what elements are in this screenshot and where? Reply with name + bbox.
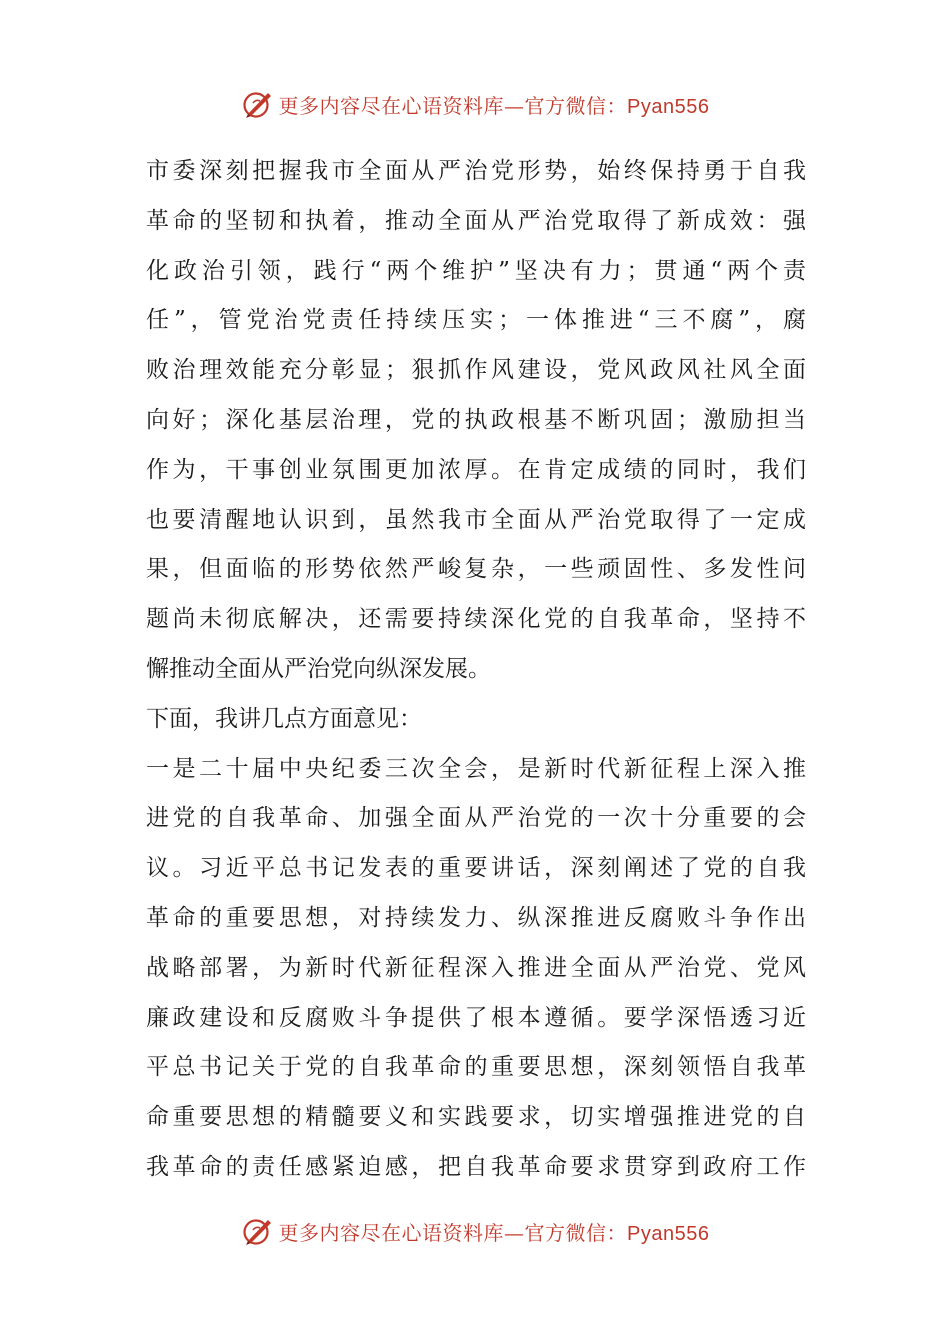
text-line: 化政治引领，践行“两个维护”坚决有力；贯通“两个责	[146, 257, 806, 284]
header-banner	[0, 84, 950, 124]
footer-banner	[0, 1211, 950, 1251]
text-line: 败治理效能充分彰显；狠抓作风建设，党风政风社风全面	[146, 357, 806, 384]
text-line: 任”，管党治党责任持续压实；一体推进“三不腐”，腐	[146, 307, 806, 334]
document-body	[146, 147, 806, 1193]
text-line: 革命的重要思想，对持续发力、纵深推进反腐败斗争作出	[146, 904, 806, 931]
footer-banner-text	[279, 1217, 710, 1246]
text-line: 作为，干事创业氛围更加浓厚。在肯定成绩的同时，我们	[146, 456, 806, 483]
header-banner-text	[279, 90, 710, 119]
text-line: 廉政建设和反腐败斗争提供了根本遵循。要学深悟透习近	[146, 1004, 806, 1031]
text-line: 议。习近平总书记发表的重要讲话，深刻阐述了党的自我	[146, 855, 806, 882]
text-line: 进党的自我革命、加强全面从严治党的一次十分重要的会	[146, 805, 806, 832]
footer-banner-wechat-id: Pyan556	[627, 1222, 710, 1245]
text-line: 命重要思想的精髓要义和实践要求，切实增强推进党的自	[146, 1104, 806, 1131]
text-line: 果，但面临的形势依然严峻复杂，一些顽固性、多发性问	[146, 556, 806, 583]
text-line: 下面，我讲几点方面意见：	[146, 705, 422, 732]
text-line: 也要清醒地认识到，虽然我市全面从严治党取得了一定成	[146, 506, 806, 533]
text-line: 我革命的责任感紧迫感，把自我革命要求贯穿到政府工作	[146, 1153, 806, 1180]
pen-circle-logo-icon	[241, 1214, 275, 1248]
footer-banner-cn: 更多内容尽在心语资料库—官方微信：	[278, 1220, 628, 1245]
text-line: 战略部署，为新时代新征程深入推进全面从严治党、党风	[146, 954, 806, 981]
header-banner-wechat-id: Pyan556	[627, 95, 710, 118]
header-banner-cn: 更多内容尽在心语资料库—官方微信：	[278, 93, 628, 118]
text-line: 革命的坚韧和执着，推动全面从严治党取得了新成效：强	[146, 207, 806, 234]
text-line: 懈推动全面从严治党向纵深发展。	[146, 655, 491, 682]
text-line: 一是二十届中央纪委三次全会，是新时代新征程上深入推	[146, 755, 806, 782]
text-line: 市委深刻把握我市全面从严治党形势，始终保持勇于自我	[146, 158, 806, 184]
pen-circle-logo-icon	[241, 87, 275, 121]
text-line: 平总书记关于党的自我革命的重要思想，深刻领悟自我革	[146, 1054, 806, 1081]
text-line: 向好；深化基层治理，党的执政根基不断巩固；激励担当	[146, 406, 806, 433]
text-line: 题尚未彻底解决，还需要持续深化党的自我革命，坚持不	[146, 606, 806, 633]
